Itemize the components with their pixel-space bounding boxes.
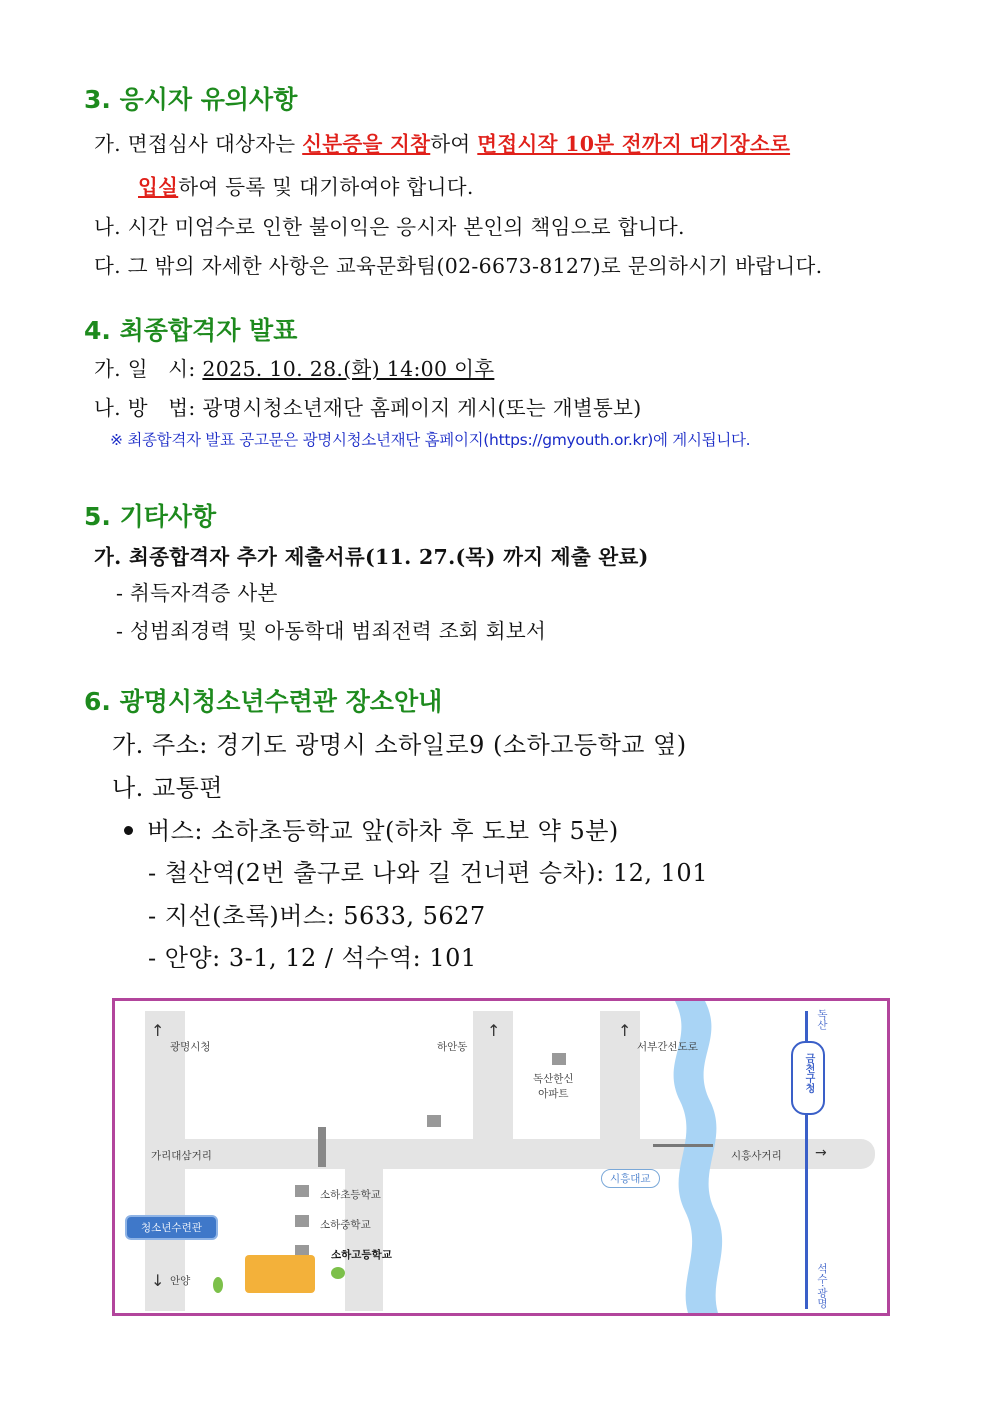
section-5-heading: 5. 기타사항 <box>84 502 217 531</box>
label-seoksu: 석수·광명 <box>816 1263 828 1309</box>
arrow-up-icon: ↑ <box>151 1021 165 1040</box>
label-elem-school: 소하초등학교 <box>320 1189 381 1201</box>
label-gwangmyeong: 광명시청 <box>170 1041 211 1053</box>
s3-a-prefix: 가. 면접심사 대상자는 <box>94 132 303 156</box>
label-haan: 하안동 <box>437 1041 468 1053</box>
label-siheung-bridge: 시흥대교 <box>601 1169 660 1188</box>
s4-note: ※ 최종합격자 발표 공고문은 광명시청소년재단 홈페이지(https://gmyouth.or.kr)에 게시됩니다. <box>110 431 751 449</box>
section-3-heading: 3. 응시자 유의사항 <box>84 85 298 114</box>
s3-a-mid: 하여 <box>430 132 478 156</box>
label-apartment: 독산한신 아파트 <box>533 1073 574 1100</box>
crossing-icon <box>318 1127 326 1167</box>
label-garidae: 가리대삼거리 <box>151 1150 212 1162</box>
arrow-up-icon: ↑ <box>487 1021 501 1040</box>
school-icon <box>295 1215 309 1227</box>
bullet-icon <box>124 826 133 835</box>
s5-subitem-2: - 성범죄경력 및 아동학대 범죄전력 조회 회보서 <box>116 619 547 643</box>
s5-subitem-1: - 취득자격증 사본 <box>116 581 278 605</box>
s4-item-a <box>94 352 494 382</box>
s6-bus <box>124 811 619 846</box>
label-seobu: 서부간선도로 <box>637 1041 698 1053</box>
s3-item-b: 나. 시간 미엄수로 인한 불이익은 응시자 본인의 책임으로 합니다. <box>94 215 685 239</box>
label-middle-school: 소하중학교 <box>320 1219 371 1231</box>
s4-a-label: 가. 일 시: <box>94 357 203 381</box>
road-soha <box>345 1161 383 1311</box>
s6-route-2: - 지선(초록)버스: 5633, 5627 <box>148 902 486 930</box>
s4-item-b: 나. 방 법: 광명시청소년재단 홈페이지 게시(또는 개별통보) <box>94 396 642 420</box>
s3-a-highlight-id: 신분증을 지참 <box>302 132 431 156</box>
section-4-heading: 4. 최종합격자 발표 <box>84 316 298 345</box>
s3-item-a-line1 <box>94 127 790 157</box>
s6-transport: 나. 교통편 <box>112 774 223 802</box>
s3-item-a-line2 <box>138 170 474 200</box>
s3-a-tail: 하여 등록 및 대기하여야 합니다. <box>178 175 474 199</box>
arrow-down-icon: ↓ <box>151 1271 165 1290</box>
s6-route-1: - 철산역(2번 출구로 나와 길 건너편 승차): 12, 101 <box>148 859 708 887</box>
s3-item-c: 다. 그 밖의 자세한 사항은 교육문화팀(02-6673-8127)로 문의하시기 바랍니다. <box>94 254 823 278</box>
arrow-up-icon: ↑ <box>618 1021 632 1040</box>
s4-a-date: 2025. 10. 28.(화) 14:00 이후 <box>202 357 495 381</box>
s6-route-3: - 안양: 3-1, 12 / 석수역: 101 <box>148 944 477 972</box>
s6-bus-text: 버스: 소하초등학교 앞(하차 후 도보 약 5분) <box>147 817 619 845</box>
location-map <box>112 998 890 1316</box>
label-high-school: 소하고등학교 <box>331 1249 392 1261</box>
s5-item-a: 가. 최종합격자 추가 제출서류(11. 27.(목) 까지 제출 완료) <box>94 545 649 569</box>
s3-a-highlight-enter: 입실 <box>138 175 179 199</box>
tree-icon <box>213 1277 223 1293</box>
arrow-right-icon: → <box>815 1145 827 1161</box>
tree-icon <box>331 1267 345 1279</box>
label-youth-center: 청소년수련관 <box>125 1215 218 1240</box>
building-icon <box>427 1115 441 1127</box>
label-doksan: 독산 <box>816 1009 828 1030</box>
youth-center-building-icon <box>245 1255 315 1293</box>
label-siheung-sageori: 시흥사거리 <box>731 1150 782 1162</box>
s6-address: 가. 주소: 경기도 광명시 소하일로9 (소하고등학교 옆) <box>112 731 687 759</box>
label-anyang: 안양 <box>170 1275 191 1287</box>
s3-a-highlight-time: 면접시작 10분 전까지 대기장소로 <box>477 132 791 156</box>
bridge-icon <box>653 1144 713 1155</box>
school-icon <box>295 1185 309 1197</box>
section-6-heading: 6. 광명시청소년수련관 장소안내 <box>84 687 443 716</box>
building-icon <box>552 1053 566 1065</box>
label-geumcheon: 금천구청 <box>803 1053 814 1093</box>
